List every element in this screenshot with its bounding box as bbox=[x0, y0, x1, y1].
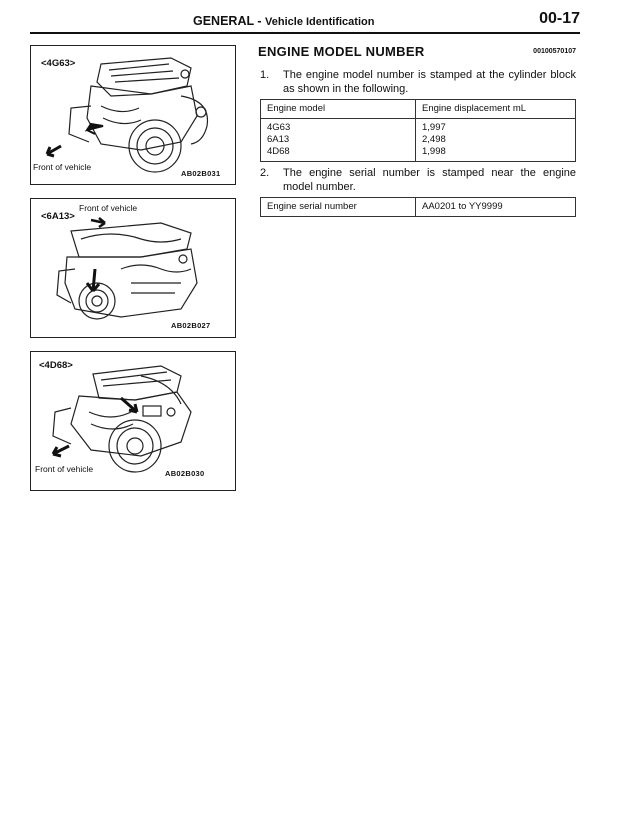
step-1 bbox=[258, 68, 576, 96]
table-row bbox=[261, 198, 576, 217]
serial-value-cell: AA0201 to YY9999 bbox=[416, 198, 576, 217]
header-title bbox=[193, 14, 374, 28]
front-of-vehicle-label: Front of vehicle bbox=[33, 162, 92, 172]
figure-model-label: <4G63> bbox=[41, 58, 76, 69]
section-title: ENGINE MODEL NUMBER bbox=[258, 44, 425, 59]
front-of-vehicle-label: Front of vehicle bbox=[35, 464, 94, 474]
figure-model-label: <4D68> bbox=[39, 360, 73, 371]
step-2-number: 2. bbox=[260, 167, 270, 179]
page-number: 00-17 bbox=[539, 10, 580, 27]
header-section: GENERAL bbox=[193, 14, 254, 28]
figure-6a13 bbox=[30, 198, 236, 338]
page-header bbox=[0, 0, 638, 32]
engine-models-cell: 4G63 6A13 4D68 bbox=[261, 119, 416, 162]
serial-label-cell: Engine serial number bbox=[261, 198, 416, 217]
step-2 bbox=[258, 166, 576, 194]
header-separator: - bbox=[257, 14, 262, 28]
table-header-row bbox=[261, 100, 576, 119]
front-of-vehicle-label: Front of vehicle bbox=[79, 203, 138, 213]
step-1-number: 1. bbox=[260, 69, 270, 81]
header-engine-displacement: Engine displacement mL bbox=[416, 100, 576, 119]
figure-code: AB02B030 bbox=[165, 469, 205, 478]
header-engine-model: Engine model bbox=[261, 100, 416, 119]
step-1-text: The engine model number is stamped at the cylinder block as shown in the following. bbox=[283, 69, 576, 95]
header-rule bbox=[30, 32, 580, 34]
figure-model-label: <6A13> bbox=[41, 211, 75, 222]
header-subtitle: Vehicle Identification bbox=[265, 16, 375, 28]
table-row bbox=[261, 119, 576, 162]
figure-4d68 bbox=[30, 351, 236, 491]
step-2-text: The engine serial number is stamped near the engine model number. bbox=[283, 167, 576, 193]
figure-4g63 bbox=[30, 45, 236, 185]
figure-code: AB02B031 bbox=[181, 169, 221, 178]
section-code: 00100570107 bbox=[533, 48, 576, 55]
engine-serial-table bbox=[260, 197, 576, 217]
figure-code: AB02B027 bbox=[171, 321, 211, 330]
engine-displacements-cell: 1,997 2,498 1,998 bbox=[416, 119, 576, 162]
engine-model-table bbox=[260, 99, 576, 162]
